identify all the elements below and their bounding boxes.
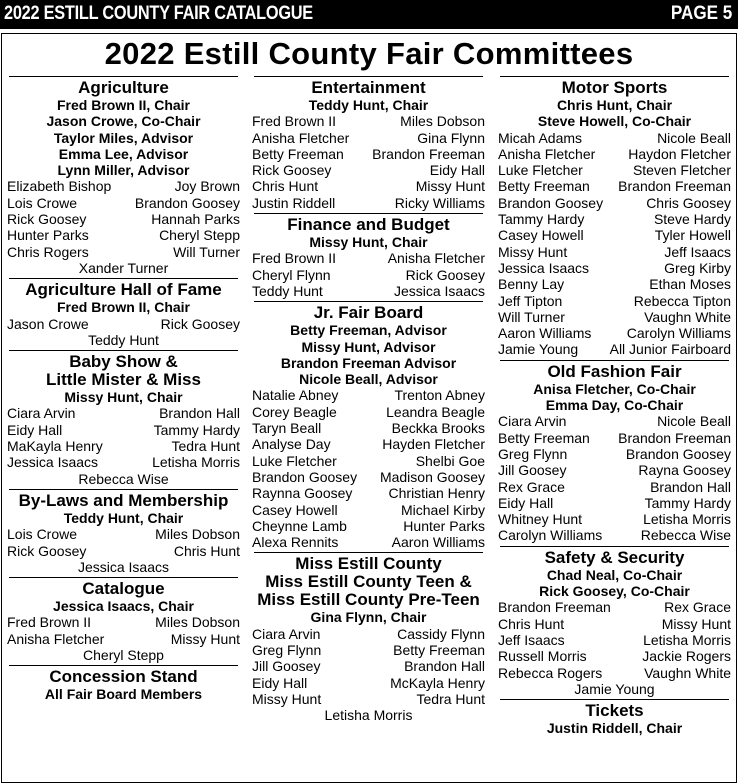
committee-lead: Chris Hunt, Chair xyxy=(556,97,673,113)
member-name: Cheryl Stepp xyxy=(159,227,240,244)
committee-title: Agriculture Hall of Fame xyxy=(25,280,222,300)
member-row xyxy=(498,413,731,429)
member-name: Teddy Hunt xyxy=(88,331,159,348)
committee-lead: Nicole Beall, Advisor xyxy=(299,371,438,388)
member-name: Raynna Goosey xyxy=(252,485,353,502)
member-name: Letisha Morris xyxy=(324,707,413,724)
committee-title: Motor Sports xyxy=(561,78,668,97)
member-name: Aaron Williams xyxy=(391,534,485,551)
committee-tickets xyxy=(498,702,731,736)
page-title: 2022 Estill County Fair Committees xyxy=(104,36,634,71)
committee-title: Agriculture xyxy=(78,78,169,97)
member-name: Betty Freeman xyxy=(498,429,590,446)
member-name: Rex Grace xyxy=(498,478,565,495)
member-row xyxy=(498,178,731,194)
member-name: Missy Hunt xyxy=(252,690,322,707)
member-row xyxy=(252,130,485,146)
member-name: Xander Turner xyxy=(78,259,169,276)
member-name: Benny Lay xyxy=(498,276,565,293)
member-row xyxy=(252,404,485,420)
member-row xyxy=(252,436,485,452)
member-name: Rick Goosey xyxy=(7,211,87,228)
committee-lead: Taylor Miles, Advisor xyxy=(53,129,194,146)
member-row xyxy=(252,502,485,518)
member-name: Micah Adams xyxy=(498,129,583,146)
member-name: Brandon Freeman xyxy=(372,145,485,162)
member-name: Nicole Beall xyxy=(657,413,731,430)
member-row xyxy=(498,211,731,227)
member-name: Brandon Hall xyxy=(650,478,731,495)
committee-miss-estill-county-miss-estill-county-teen-miss-estill-county-pre-teen xyxy=(252,555,485,723)
member-name: Greg Flynn xyxy=(498,445,568,462)
committee-title: Safety & Security xyxy=(544,547,685,567)
section-divider xyxy=(500,360,729,361)
section-divider xyxy=(254,76,483,77)
member-row xyxy=(498,665,731,681)
member-name: Tammy Hardy xyxy=(153,421,240,438)
committee-title: Catalogue xyxy=(82,579,165,599)
member-row xyxy=(498,293,731,309)
member-name: Letisha Morris xyxy=(643,631,731,648)
member-row xyxy=(498,527,731,543)
member-name: Eidy Hall xyxy=(7,421,63,438)
member-name: Ricky Williams xyxy=(394,194,485,211)
member-name: Analyse Day xyxy=(252,436,331,453)
section-divider xyxy=(254,301,483,302)
member-name: Missy Hunt xyxy=(661,615,731,632)
member-name: Alexa Rennits xyxy=(252,534,339,551)
member-row xyxy=(252,707,485,723)
member-name: Betty Freeman xyxy=(252,145,344,162)
member-name: Rex Grace xyxy=(664,599,731,616)
member-row xyxy=(498,260,731,276)
member-name: Vaughn White xyxy=(644,664,731,681)
committee-lead: Jessica Isaacs, Chair xyxy=(53,598,194,615)
member-name: Nicole Beall xyxy=(657,129,731,146)
member-row xyxy=(252,420,485,436)
member-row xyxy=(7,526,240,542)
committee-lead: Missy Hunt, Advisor xyxy=(301,338,436,355)
member-name: Trenton Abney xyxy=(394,387,485,404)
member-name: Leandra Beagle xyxy=(386,403,485,420)
member-row xyxy=(252,469,485,485)
member-row xyxy=(7,471,240,487)
committee-lead: Brandon Freeman Advisor xyxy=(280,354,457,371)
member-name: Brandon Freeman xyxy=(498,599,611,616)
member-row xyxy=(498,227,731,243)
member-row xyxy=(498,130,731,146)
member-name: Elizabeth Bishop xyxy=(7,178,112,195)
committee-lead: Chad Neal, Co-Chair xyxy=(546,566,683,583)
member-name: McKayla Henry xyxy=(390,674,485,691)
member-name: Casey Howell xyxy=(498,227,584,244)
member-row xyxy=(7,559,240,575)
committee-agriculture xyxy=(7,79,240,276)
member-row xyxy=(7,227,240,243)
member-name: Brandon Goosey xyxy=(625,445,731,462)
member-name: Fred Brown II xyxy=(252,250,337,267)
member-name: Eidy Hall xyxy=(429,162,485,179)
member-name: Michael Kirby xyxy=(400,501,485,518)
member-row xyxy=(252,518,485,534)
member-name: Brandon Freeman xyxy=(618,178,731,195)
member-name: Jeff Isaacs xyxy=(498,631,565,648)
committee-lead: Teddy Hunt, Chair xyxy=(63,509,184,526)
member-name: Hannah Parks xyxy=(151,211,240,228)
member-name: Corey Beagle xyxy=(252,403,337,420)
member-name: Betty Freeman xyxy=(498,178,590,195)
member-name: Vaughn White xyxy=(644,308,731,325)
member-name: Anisha Fletcher xyxy=(252,129,350,146)
member-name: Jamie Young xyxy=(498,341,579,358)
member-row xyxy=(498,244,731,260)
member-name: Will Turner xyxy=(498,308,565,325)
member-name: Lois Crowe xyxy=(7,526,78,543)
section-divider xyxy=(9,577,238,578)
member-row xyxy=(7,454,240,470)
member-name: Rick Goosey xyxy=(7,542,87,559)
committee-lead: Justin Riddell, Chair xyxy=(546,720,683,737)
member-name: Jamie Young xyxy=(574,680,655,697)
section-divider xyxy=(254,552,483,553)
committee-lead: Fred Brown II, Chair xyxy=(56,299,190,316)
member-name: Jeff Tipton xyxy=(498,292,563,309)
member-name: Brandon Goosey xyxy=(498,194,604,211)
member-name: Tyler Howell xyxy=(654,227,731,244)
member-row xyxy=(498,681,731,697)
member-row xyxy=(252,283,485,299)
member-name: Greg Kirby xyxy=(664,259,731,276)
member-name: Jessica Isaacs xyxy=(498,259,590,276)
member-row xyxy=(252,195,485,211)
member-row xyxy=(252,642,485,658)
member-name: MaKayla Henry xyxy=(7,438,103,455)
member-name: Jason Crowe xyxy=(7,315,89,332)
member-row xyxy=(7,543,240,559)
member-name: Hunter Parks xyxy=(403,517,485,534)
committee-title: Concession Stand xyxy=(49,667,198,687)
member-name: Will Turner xyxy=(173,243,240,260)
member-row xyxy=(498,599,731,615)
member-name: Rebecca Rogers xyxy=(498,664,603,681)
member-name: Ethan Moses xyxy=(649,276,731,293)
committee-old-fashion-fair xyxy=(498,363,731,544)
committee-safety-security xyxy=(498,549,731,697)
member-name: Tammy Hardy xyxy=(644,494,731,511)
member-name: Fred Brown II xyxy=(7,614,92,631)
member-row xyxy=(498,495,731,511)
member-name: Chris Rogers xyxy=(7,243,89,260)
member-name: Missy Hunt xyxy=(170,630,240,647)
member-name: Carolyn Williams xyxy=(498,527,603,544)
member-name: Cheryl Flynn xyxy=(252,266,331,283)
member-row xyxy=(252,658,485,674)
member-name: Casey Howell xyxy=(252,501,338,518)
member-name: Jill Goosey xyxy=(498,462,567,479)
committee-title: Miss Estill County Pre-Teen xyxy=(257,590,480,610)
member-row xyxy=(252,146,485,162)
member-row xyxy=(498,511,731,527)
section-divider xyxy=(500,699,729,700)
member-row xyxy=(498,430,731,446)
column-left xyxy=(7,76,240,703)
member-name: Lois Crowe xyxy=(7,194,78,211)
member-row xyxy=(252,178,485,194)
member-name: Russell Morris xyxy=(498,648,587,665)
member-name: Jessica Isaacs xyxy=(393,282,485,299)
member-name: Rebecca Wise xyxy=(640,527,731,544)
column-middle xyxy=(252,76,485,724)
member-name: Jeff Isaacs xyxy=(664,243,731,260)
member-name: Hunter Parks xyxy=(7,227,89,244)
member-name: Jackie Rogers xyxy=(642,648,731,665)
committee-title: By-Laws and Membership xyxy=(18,490,229,510)
member-name: Ciara Arvin xyxy=(498,413,567,430)
member-name: Anisha Fletcher xyxy=(387,250,485,267)
member-name: Taryn Beall xyxy=(252,420,322,437)
committee-by-laws-and-membership xyxy=(7,492,240,575)
member-name: Shelbi Goe xyxy=(415,452,485,469)
member-name: Justin Riddell xyxy=(252,194,336,211)
member-name: Ciara Arvin xyxy=(7,405,76,422)
member-row xyxy=(252,250,485,266)
member-row xyxy=(252,485,485,501)
member-name: Betty Freeman xyxy=(393,642,485,659)
section-divider xyxy=(9,278,238,279)
member-row xyxy=(252,675,485,691)
committee-motor-sports xyxy=(498,79,731,358)
member-name: Chris Hunt xyxy=(173,542,240,559)
member-name: Greg Flynn xyxy=(252,642,322,659)
member-name: Brandon Freeman xyxy=(618,429,731,446)
page-header-bar xyxy=(0,0,738,29)
member-name: Jessica Isaacs xyxy=(77,558,170,575)
committee-title: Miss Estill County Teen & xyxy=(265,572,472,592)
member-name: Cheryl Stepp xyxy=(83,647,164,664)
member-name: Beckka Brooks xyxy=(391,420,485,437)
member-row xyxy=(252,387,485,403)
committee-lead: Emma Day, Co-Chair xyxy=(545,397,684,414)
member-name: Gina Flynn xyxy=(417,129,485,146)
committee-lead: Lynn Miller, Advisor xyxy=(57,162,190,179)
member-name: Eidy Hall xyxy=(252,674,308,691)
member-row xyxy=(498,195,731,211)
committee-lead: Missy Hunt, Chair xyxy=(309,234,428,251)
committee-title: Little Mister & Miss xyxy=(46,370,201,390)
committee-jr-fair-board xyxy=(252,304,485,550)
committee-title: Miss Estill County xyxy=(295,554,442,574)
committee-title: Finance and Budget xyxy=(287,215,450,235)
member-name: Chris Hunt xyxy=(252,178,319,195)
member-name: Miles Dobson xyxy=(155,526,240,543)
committee-lead: All Fair Board Members xyxy=(44,686,203,703)
member-name: Rebecca Tipton xyxy=(633,292,731,309)
member-row xyxy=(498,146,731,162)
member-row xyxy=(7,332,240,348)
member-row xyxy=(252,267,485,283)
member-name: Jessica Isaacs xyxy=(7,454,99,471)
member-row xyxy=(252,691,485,707)
member-name: Tedra Hunt xyxy=(171,438,240,455)
member-name: Hayden Fletcher xyxy=(382,436,485,453)
member-name: Joy Brown xyxy=(174,178,240,195)
member-row xyxy=(498,648,731,664)
committee-entertainment xyxy=(252,79,485,211)
committee-title: Jr. Fair Board xyxy=(313,303,424,323)
member-name: Carolyn Williams xyxy=(626,325,731,342)
member-name: Letisha Morris xyxy=(643,511,731,528)
committee-lead: Teddy Hunt, Chair xyxy=(308,97,429,113)
page-number: PAGE 5 xyxy=(670,3,732,24)
member-name: Missy Hunt xyxy=(415,178,485,195)
member-row xyxy=(498,632,731,648)
member-name: Luke Fletcher xyxy=(498,162,583,179)
committee-catalogue xyxy=(7,580,240,663)
section-divider xyxy=(9,489,238,490)
member-row xyxy=(498,341,731,357)
member-name: Steven Fletcher xyxy=(632,162,731,179)
committee-lead: Betty Freeman, Advisor xyxy=(290,322,447,339)
publication-title: 2022 ESTILL COUNTY FAIR CATALOGUE xyxy=(4,3,313,24)
member-row xyxy=(252,162,485,178)
committee-title: Entertainment xyxy=(311,78,426,97)
member-name: Chris Goosey xyxy=(646,194,731,211)
member-row xyxy=(498,325,731,341)
member-name: Tedra Hunt xyxy=(416,690,485,707)
member-row xyxy=(7,422,240,438)
committee-lead: Jason Crowe, Co-Chair xyxy=(46,113,201,130)
committee-agriculture-hall-of-fame xyxy=(7,281,240,348)
member-row xyxy=(252,534,485,550)
member-row xyxy=(252,626,485,642)
member-name: Miles Dobson xyxy=(400,113,485,130)
member-row xyxy=(498,446,731,462)
member-name: Whitney Hunt xyxy=(498,511,583,528)
member-row xyxy=(498,462,731,478)
member-row xyxy=(252,113,485,129)
section-divider xyxy=(254,213,483,214)
member-name: Chris Hunt xyxy=(498,615,565,632)
member-name: Christian Henry xyxy=(388,485,485,502)
section-divider xyxy=(9,665,238,666)
committee-lead: Gina Flynn, Chair xyxy=(310,609,427,626)
member-row xyxy=(498,309,731,325)
member-row xyxy=(7,614,240,630)
committee-lead: Missy Hunt, Chair xyxy=(64,389,183,406)
member-name: Tammy Hardy xyxy=(498,211,585,228)
member-name: Jill Goosey xyxy=(252,658,321,675)
member-row xyxy=(498,162,731,178)
member-name: Steve Hardy xyxy=(653,211,731,228)
committee-baby-show-little-mister-miss xyxy=(7,353,240,487)
member-name: Letisha Morris xyxy=(152,454,240,471)
committee-lead: Rick Goosey, Co-Chair xyxy=(539,583,690,600)
section-divider xyxy=(9,350,238,351)
member-row xyxy=(498,479,731,495)
member-name: Luke Fletcher xyxy=(252,452,337,469)
member-row xyxy=(7,438,240,454)
committee-title: Baby Show & xyxy=(69,352,178,372)
member-name: Teddy Hunt xyxy=(252,282,323,299)
member-name: Rick Goosey xyxy=(160,315,240,332)
committee-title: Tickets xyxy=(585,701,644,721)
member-name: Miles Dobson xyxy=(155,614,240,631)
member-name: Rick Goosey xyxy=(405,266,485,283)
member-name: Brandon Goosey xyxy=(134,194,240,211)
member-name: Cassidy Flynn xyxy=(397,625,485,642)
section-divider xyxy=(500,546,729,547)
member-name: Brandon Goosey xyxy=(252,468,358,485)
member-row xyxy=(7,316,240,332)
member-name: Rick Goosey xyxy=(252,162,332,179)
member-row xyxy=(7,405,240,421)
member-row xyxy=(7,195,240,211)
member-name: Aaron Williams xyxy=(498,325,592,342)
member-row xyxy=(7,631,240,647)
member-name: Eidy Hall xyxy=(498,494,554,511)
section-divider xyxy=(500,76,729,77)
member-name: Haydon Fletcher xyxy=(628,145,731,162)
member-row xyxy=(7,260,240,276)
member-name: Anisha Fletcher xyxy=(7,630,105,647)
member-name: All Junior Fairboard xyxy=(609,341,731,358)
member-name: Rayna Goosey xyxy=(638,462,731,479)
member-row xyxy=(7,211,240,227)
committee-lead: Steve Howell, Co-Chair xyxy=(537,113,692,130)
member-row xyxy=(498,276,731,292)
committee-concession-stand xyxy=(7,668,240,702)
committee-lead: Anisa Fletcher, Co-Chair xyxy=(533,380,696,397)
member-row xyxy=(7,647,240,663)
member-name: Fred Brown II xyxy=(252,113,337,130)
member-name: Missy Hunt xyxy=(498,243,568,260)
member-name: Natalie Abney xyxy=(252,387,339,404)
member-name: Cheynne Lamb xyxy=(252,517,347,534)
committee-title: Old Fashion Fair xyxy=(547,361,682,381)
member-row xyxy=(7,244,240,260)
committee-finance-and-budget xyxy=(252,216,485,299)
member-name: Rebecca Wise xyxy=(78,470,169,487)
member-name: Madison Goosey xyxy=(379,468,485,485)
member-row xyxy=(252,453,485,469)
member-name: Brandon Hall xyxy=(404,658,485,675)
committee-lead: Emma Lee, Advisor xyxy=(58,145,189,162)
committee-lead: Fred Brown II, Chair xyxy=(56,97,190,113)
member-row xyxy=(7,178,240,194)
column-right xyxy=(498,76,731,736)
member-name: Anisha Fletcher xyxy=(498,145,596,162)
section-divider xyxy=(9,76,238,77)
member-name: Brandon Hall xyxy=(159,405,240,422)
member-name: Ciara Arvin xyxy=(252,625,321,642)
member-row xyxy=(498,616,731,632)
